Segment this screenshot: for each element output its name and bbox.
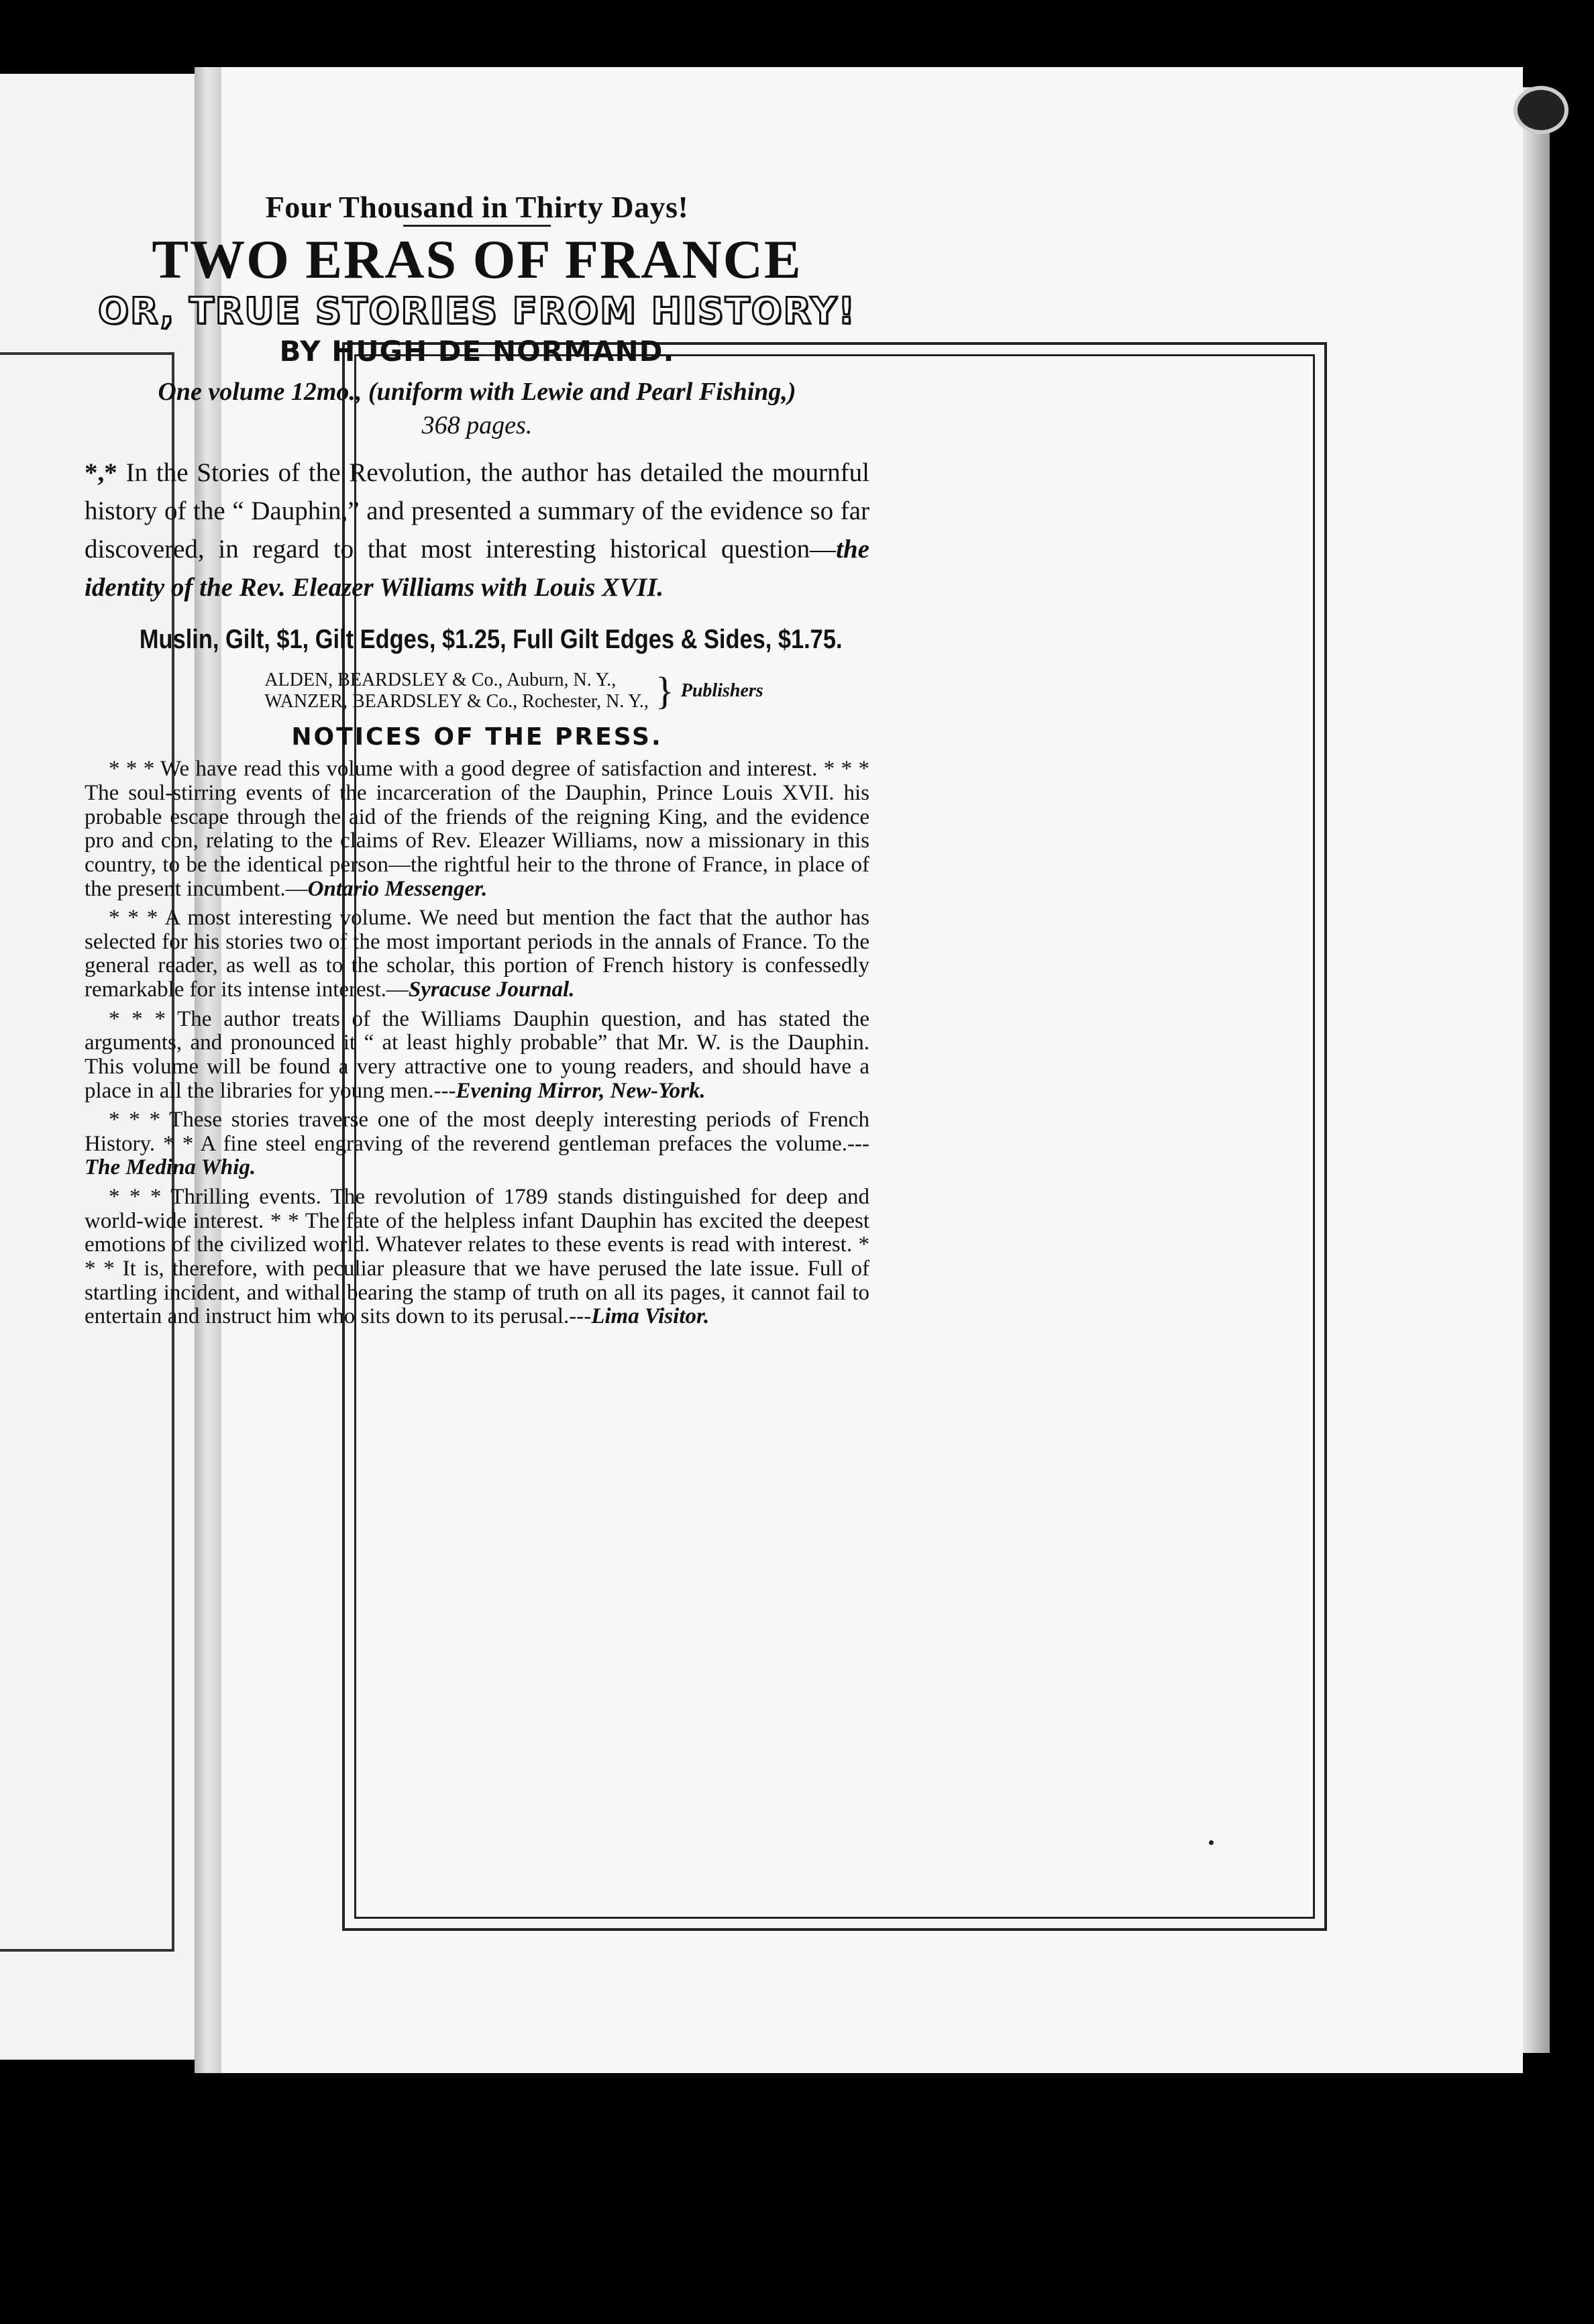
press-notice <box>85 1185 869 1329</box>
page-edge <box>1523 87 1550 2053</box>
left-page-border-bottom <box>0 1949 174 1952</box>
notice-source: Evening Mirror, New-York. <box>456 1078 706 1103</box>
press-notice <box>85 1008 869 1104</box>
book-author: BY HUGH DE NORMAND. <box>279 335 675 368</box>
notice-source: The Medina Whig. <box>85 1155 256 1180</box>
publisher-rochester: WANZER, BEARDSLEY & Co., Rochester, N. Y., <box>264 691 649 712</box>
notices-heading: NOTICES OF THE PRESS. <box>291 723 663 751</box>
price-list: Muslin, Gilt, $1, Gilt Edges, $1.25, Full Gilt Edges & Sides, $1.75. <box>139 625 843 655</box>
page-count: 368 pages. <box>421 411 533 439</box>
notice-text: * * * These stories traverse one of the most deeply interesting periods of French History. * * A fine steel engraving of the reverend gentleman prefaces the volume.--- <box>85 1108 869 1156</box>
advertisement-content <box>85 189 869 1334</box>
volume-info: One volume 12mo., (uniform with Lewie and Pearl Fishing,) <box>158 378 796 407</box>
intro-asterism: *,* <box>85 458 117 488</box>
intro-text: In the Stories of the Revolution, the author has detailed the mournful history of the “ Dauphin,” and presented a summary of the evidence so far discovered, in regard to that most interesting historical question— <box>85 458 869 564</box>
notice-source: Syracuse Journal. <box>408 978 575 1002</box>
press-notice <box>85 906 869 1002</box>
tagline-rule <box>403 225 551 227</box>
publishers-label: Publishers <box>680 680 763 702</box>
intro-paragraph <box>85 454 869 607</box>
notice-text: * * * We have read this volume with a good degree of satisfaction and interest. * * * The soul-stirring events of the incarceration of the Dauphin, Prince Louis XVII. his probable escape through the aid of the friends of the reigning King, and the evidence pro and con, relating to the claims of Rev. Eleazer Williams, now a missionary in this country, to be the identical person—the rightful heir to the throne of France, in place of the present incumbent.— <box>85 757 869 901</box>
notice-text: * * * Thrilling events. The revolution of 1789 stands distinguished for deep and world-wide interest. * * The fate of the helpless infant Dauphin has excited the deepest emotions of the civilized world. Whatever relates to these events is read with interest. * * * It is, therefore, with peculiar pleasure that we have perused the late issue. Full of startling incident, and withal bearing the stamp of truth on all its pages, it cannot fail to entertain and instruct him who sits down to its perusal.--- <box>85 1185 869 1329</box>
notice-source: Ontario Messenger. <box>307 876 488 901</box>
book-title: TWO ERAS OF FRANCE <box>152 229 802 290</box>
corner-mark-icon <box>1513 86 1569 134</box>
notice-text: * * * A most interesting volume. We need but mention the fact that the author has selected for his stories two of the most important periods in the annals of France. To the general reader, as well as to the scholar, this portion of French history is confessedly remarkable for its intense interest.— <box>85 906 869 1002</box>
publishers-block <box>158 670 869 712</box>
publisher-auburn: ALDEN, BEARDSLEY & Co., Auburn, N. Y., <box>264 670 617 691</box>
intro-emphasis: the identity of the Rev. Eleazer Williams with Louis XVII. <box>85 535 869 602</box>
notice-text: * * * The author treats of the Williams Dauphin question, and has stated the arguments, and pronounced it “ at least highly probable” that Mr. W. is the Dauphin. This volume will be found a very attractive one to young readers, and should have a place in all the libraries for young men.--- <box>85 1006 869 1103</box>
book-subtitle: OR, TRUE STORIES FROM HISTORY! <box>98 290 856 333</box>
tagline: Four Thousand in Thirty Days! <box>265 190 689 224</box>
publisher-lines <box>264 670 649 712</box>
press-notice <box>85 757 869 901</box>
brace-icon: } <box>655 669 674 713</box>
press-notice <box>85 1108 869 1180</box>
notice-source: Lima Visitor. <box>591 1304 710 1329</box>
ink-dot <box>1209 1840 1214 1845</box>
